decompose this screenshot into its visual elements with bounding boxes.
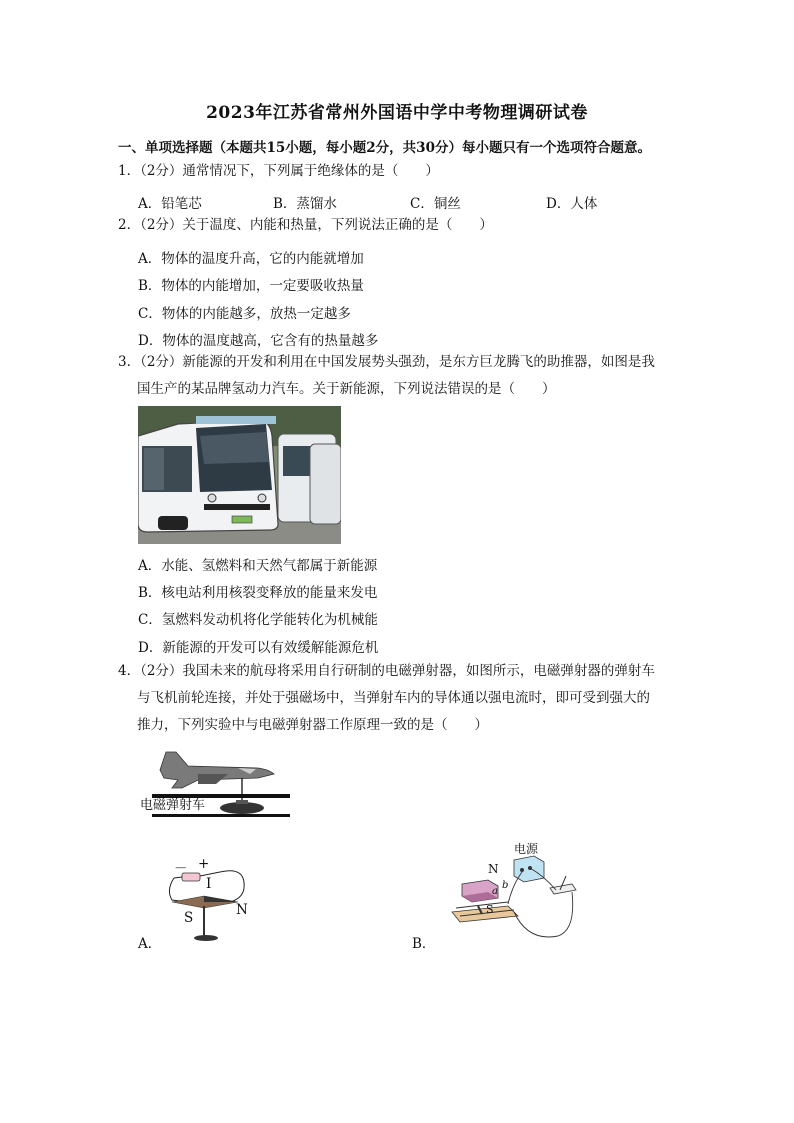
question-3-stem-line1: 3．（2分）新能源的开发和利用在中国发展势头强劲，是东方巨龙腾飞的助推器，如图是我 [118, 354, 655, 370]
question-1 [118, 158, 698, 185]
question-4 [118, 658, 698, 739]
option-a-label[interactable]: A． [138, 936, 162, 952]
option-b-label[interactable]: B． [412, 936, 436, 952]
hydrogen-bus-photo [138, 406, 341, 544]
fig-b-power-label: 电源 [514, 842, 539, 856]
q3-option-d[interactable]: D．新能源的开发可以有效缓解能源危机 [138, 640, 379, 656]
fig-b-n-pole: N [488, 862, 499, 876]
q2-option-d[interactable]: D．物体的温度越高，它含有的热量越多 [138, 333, 379, 349]
question-4-stem-line1: 4．（2分）我国未来的航母将采用自行研制的电磁弹射器，如图所示，电磁弹射器的弹射车 [118, 663, 655, 679]
q3-option-c[interactable]: C．氢燃料发动机将化学能转化为机械能 [138, 612, 378, 628]
question-2 [118, 212, 698, 239]
question-3 [118, 349, 698, 403]
fig-a-n-pole: N [236, 902, 248, 918]
fig-b-a: a [492, 886, 498, 897]
fig-b-s-pole: S [486, 903, 494, 916]
question-2-stem: 2．（2分）关于温度、内能和热量，下列说法正确的是（ ） [118, 217, 493, 233]
question-4-stem-line3: 推力，下列实验中与电磁弹射器工作原理一致的是（ ） [137, 717, 488, 733]
section-heading: 一、单项选择题（本题共15小题，每小题2分，共30分）每小题只有一个选项符合题意。 [118, 140, 651, 156]
fig-a-current: I [206, 876, 212, 892]
q1-option-b[interactable]: B．蒸馏水 [273, 196, 337, 212]
figure-b-motor-experiment [448, 846, 578, 940]
q3-option-b[interactable]: B．核电站利用核裂变释放的能量来发电 [138, 585, 378, 601]
q3-option-a[interactable]: A．水能、氢燃料和天然气都属于新能源 [138, 558, 378, 574]
q1-option-a[interactable]: A．铅笔芯 [138, 196, 202, 212]
q2-option-a[interactable]: A．物体的温度升高，它的内能就增加 [138, 251, 364, 267]
q1-option-d[interactable]: D．人体 [546, 196, 598, 212]
paper-title: 2023年江苏省常州外国语中学中考物理调研试卷 [206, 103, 588, 123]
question-4-stem-line2: 与飞机前轮连接，并处于强磁场中，当弹射车内的导体通以强电流时，即可受到强大的 [137, 690, 650, 706]
q2-option-c[interactable]: C．物体的内能越多，放热一定越多 [138, 306, 351, 322]
fig-a-plus: + [198, 856, 210, 872]
fig-a-s-pole: S [184, 910, 194, 926]
fig-b-b: b [502, 880, 509, 891]
question-1-stem: 1．（2分）通常情况下，下列属于绝缘体的是（ ） [118, 163, 439, 179]
q2-option-b[interactable]: B．物体的内能增加，一定要吸收热量 [138, 278, 364, 294]
catapult-label: 电磁弹射车 [140, 798, 206, 813]
question-3-stem-line2: 国生产的某品牌氢动力汽车。关于新能源，下列说法错误的是（ ） [137, 381, 556, 397]
fig-a-minus: － [174, 861, 188, 877]
q1-option-c[interactable]: C．铜丝 [410, 196, 461, 212]
